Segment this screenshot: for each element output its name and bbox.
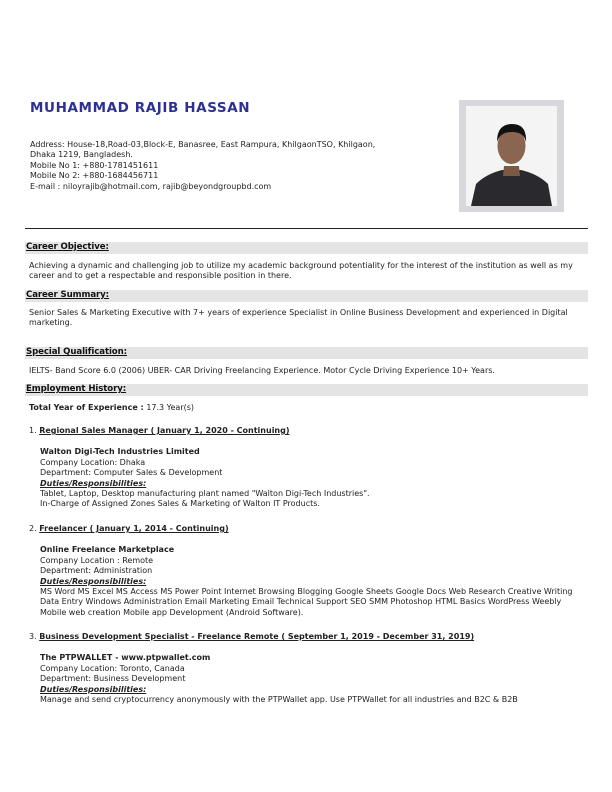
duties-label: Duties/Responsibilities: [40,478,147,488]
section-header-career-summary [25,290,588,302]
total-experience [29,403,584,413]
section-header-special-qualification [25,347,588,359]
candidate-name: MUHAMMAD RAJIB HASSAN [30,100,251,116]
duty-item: In-Charge of Assigned Zones Sales & Marketing of Walton IT Products. [40,499,320,509]
job-number: 2. [29,524,37,533]
company-name: Online Freelance Marketplace [40,545,175,555]
special-qualification-text: IELTS- Band Score 6.0 (2006) UBER- CAR Driving Freelancing Experience. Motor Cycle Driving Experience 10+ Years. [29,366,495,375]
section-title: Career Objective: [26,242,109,252]
section-title: Employment History: [26,384,127,394]
section-title: Special Qualification: [26,347,127,357]
department: Department: Business Development [40,674,186,684]
job-entry [29,426,589,510]
job-entry [29,632,589,705]
career-objective-text: Achieving a dynamic and challenging job to utilize my academic background potentiality for the interest of the institution as well as my career and to get a respectable and responsible position in there. [29,261,573,281]
duty-item: Tablet, Laptop, Desktop manufacturing plant named "Walton Digi-Tech Industries". [40,489,370,499]
address-line: Dhaka 1219, Bangladesh. [30,150,133,160]
department: Department: Computer Sales & Development [40,468,223,478]
header-divider [25,228,588,229]
mobile-1: Mobile No 1: +880-1781451611 [30,160,159,170]
job-title: Regional Sales Manager ( January 1, 2020 - Continuing) [39,426,290,435]
company-name: Walton Digi-Tech Industries Limited [40,447,200,457]
career-summary-text: Senior Sales & Marketing Executive with 7+ years of experience Specialist in Online Business Development and experienced in Digital marketing. [29,308,568,328]
mobile-2: Mobile No 2: +880-1684456711 [30,171,159,181]
company-location: Company Location: Toronto, Canada [40,663,185,673]
company-name: The PTPWALLET - www.ptpwallet.com [40,653,211,663]
company-location: Company Location : Remote [40,555,154,565]
section-header-career-objective [25,242,588,254]
address-line: Address: House-18,Road-03,Block-E, Banasree, East Rampura, KhilgaonTSO, Khilgaon, [30,140,376,149]
job-entry [29,524,589,618]
profile-photo [459,100,564,212]
job-title: Business Development Specialist - Freelance Remote ( September 1, 2019 - December 31, 2019) [39,632,475,641]
email: E-mail : niloyrajib@hotmail.com, rajib@beyondgroupbd.com [30,181,272,191]
duty-item: Manage and send cryptocurrency anonymously with the PTPWallet app. Use PTPWallet for all industries and B2C & B2B [40,695,518,705]
duties-label: Duties/Responsibilities: [40,684,147,694]
department: Department: Administration [40,566,153,576]
job-number: 3. [29,632,37,641]
contact-info [30,140,375,192]
job-number: 1. [29,426,37,435]
job-title: Freelancer ( January 1, 2014 - Continuing) [39,524,229,533]
duties-label: Duties/Responsibilities: [40,576,147,586]
duty-item: MS Word MS Excel MS Access MS Power Point Internet Browsing Blogging Google Sheets Google Docs Web Research Creative Writing Data Entry Windows Administration Email Marketing Email Technical Support SEO SMM Photoshop HTML Basics WordPress Weebly Mobile web creation Mobile app Development (Android Software). [40,587,573,617]
total-experience-value: 17.3 Year(s) [146,403,195,412]
company-location: Company Location: Dhaka [40,457,146,467]
total-experience-label: Total Year of Experience : [29,403,144,412]
section-header-employment-history [25,384,588,396]
section-title: Career Summary: [26,290,110,300]
